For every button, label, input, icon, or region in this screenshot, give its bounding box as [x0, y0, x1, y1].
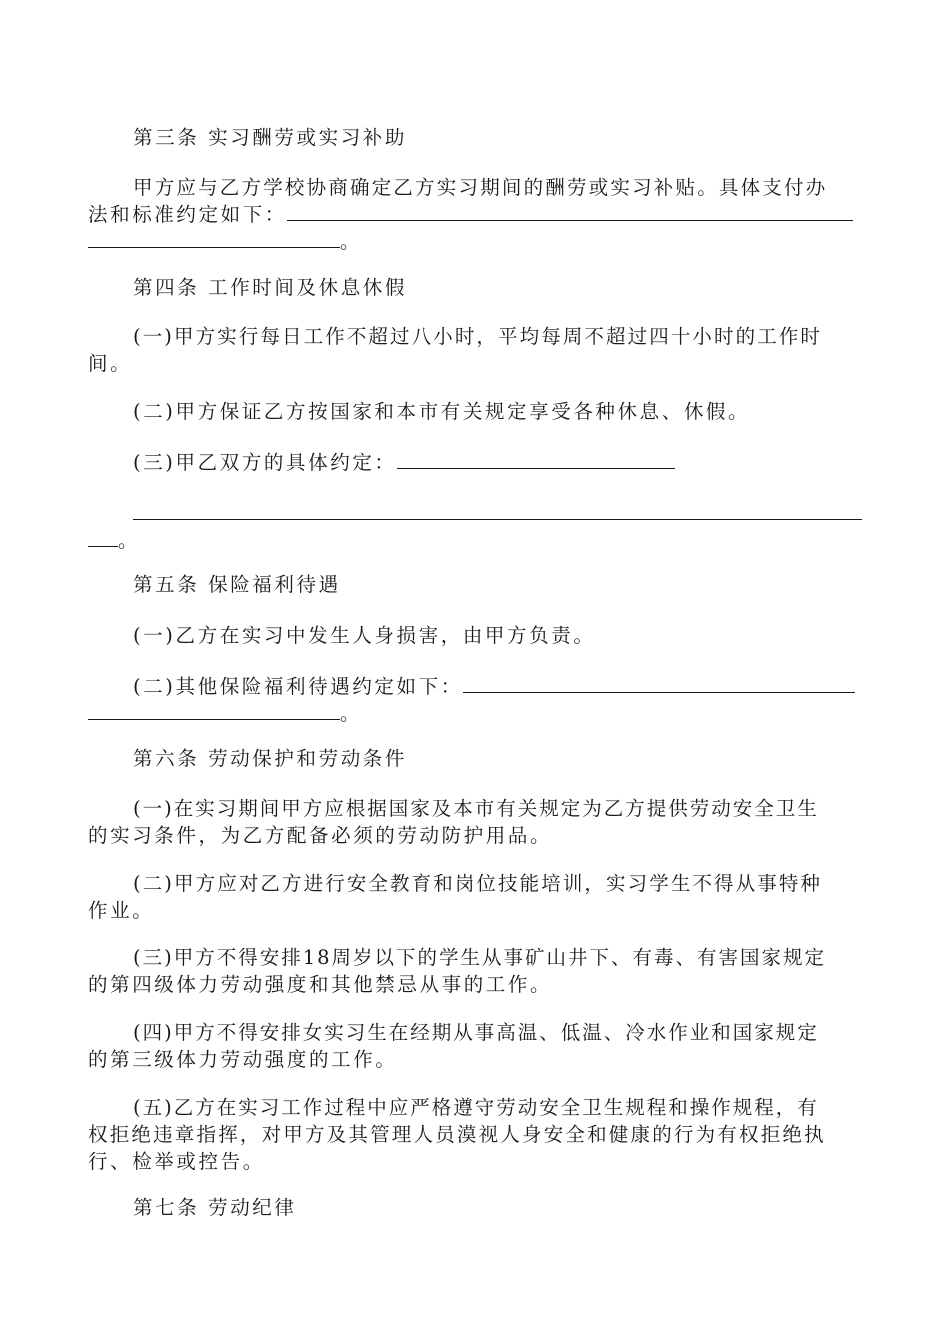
article-6-item-line: (五)乙方在实习工作过程中应严格遵守劳动安全卫生规程和操作规程，有 [133, 1096, 819, 1119]
article-6-item-line: 的第四级体力劳动强度和其他禁忌从事的工作。 [88, 973, 553, 996]
article-3-paragraph-text: 法和标准约定如下： [88, 203, 287, 226]
article-5-heading: 第五条 保险福利待遇 [133, 573, 341, 596]
article-5-item-line: (一)乙方在实习中发生人身损害，由甲方负责。 [133, 624, 596, 647]
article-3-paragraph-line: 甲方应与乙方学校协商确定乙方实习期间的酬劳或实习补贴。具体支付办 [133, 176, 828, 199]
article-3-paragraph-line [88, 203, 853, 227]
article-6-item-line: (一)在实习期间甲方应根据国家及本市有关规定为乙方提供劳动安全卫生 [133, 797, 819, 820]
article-4-item-line: (二)甲方保证乙方按国家和本市有关规定享受各种休息、休假。 [133, 400, 751, 423]
article-3-heading: 第三条 实习酬劳或实习补助 [133, 126, 407, 149]
fill-in-blank[interactable] [88, 702, 340, 720]
article-6-item-line: 作业。 [88, 899, 155, 922]
fill-in-blank[interactable] [397, 451, 675, 469]
article-7-heading: 第七条 劳动纪律 [133, 1196, 297, 1219]
article-5-item-line [133, 675, 855, 699]
article-4-heading: 第四条 工作时间及休息休假 [133, 276, 407, 299]
article-5-item-line [88, 702, 360, 726]
article-3-paragraph-line [88, 230, 360, 254]
fill-in-blank[interactable] [287, 203, 853, 221]
article-6-item-line: 的第三级体力劳动强度的工作。 [88, 1048, 398, 1071]
article-6-item-line: 权拒绝违章指挥，对甲方及其管理人员漠视人身安全和健康的行为有权拒绝执 [88, 1123, 826, 1146]
article-6-item-line: 的实习条件，为乙方配备必须的劳动防护用品。 [88, 824, 553, 847]
article-6-item-line: (三)甲方不得安排18周岁以下的学生从事矿山井下、有毒、有害国家规定 [133, 946, 827, 969]
article-6-item-line: (二)甲方应对乙方进行安全教育和岗位技能培训，实习学生不得从事特种 [133, 872, 823, 895]
article-6-item-line: 行、检举或控告。 [88, 1150, 265, 1173]
fill-in-blank[interactable] [463, 675, 855, 693]
article-5-item-text: (二)其他保险福利待遇约定如下： [133, 675, 463, 698]
article-4-item-line [88, 529, 138, 553]
article-4-item-line [133, 502, 862, 526]
fill-in-blank[interactable] [88, 230, 340, 248]
article-4-item-text: (三)甲乙双方的具体约定： [133, 451, 397, 474]
fill-in-blank[interactable] [88, 529, 118, 547]
article-4-item-line: (一)甲方实行每日工作不超过八小时，平均每周不超过四十小时的工作时 [133, 325, 823, 348]
article-4-item-line: 间。 [88, 352, 133, 375]
article-4-item-line [133, 451, 675, 475]
sentence-end: 。 [340, 230, 360, 253]
article-6-item-line: (四)甲方不得安排女实习生在经期从事高温、低温、冷水作业和国家规定 [133, 1021, 819, 1044]
article-6-heading: 第六条 劳动保护和劳动条件 [133, 747, 407, 770]
fill-in-blank[interactable] [133, 502, 862, 520]
sentence-end: 。 [340, 702, 360, 725]
sentence-end: 。 [118, 529, 138, 552]
